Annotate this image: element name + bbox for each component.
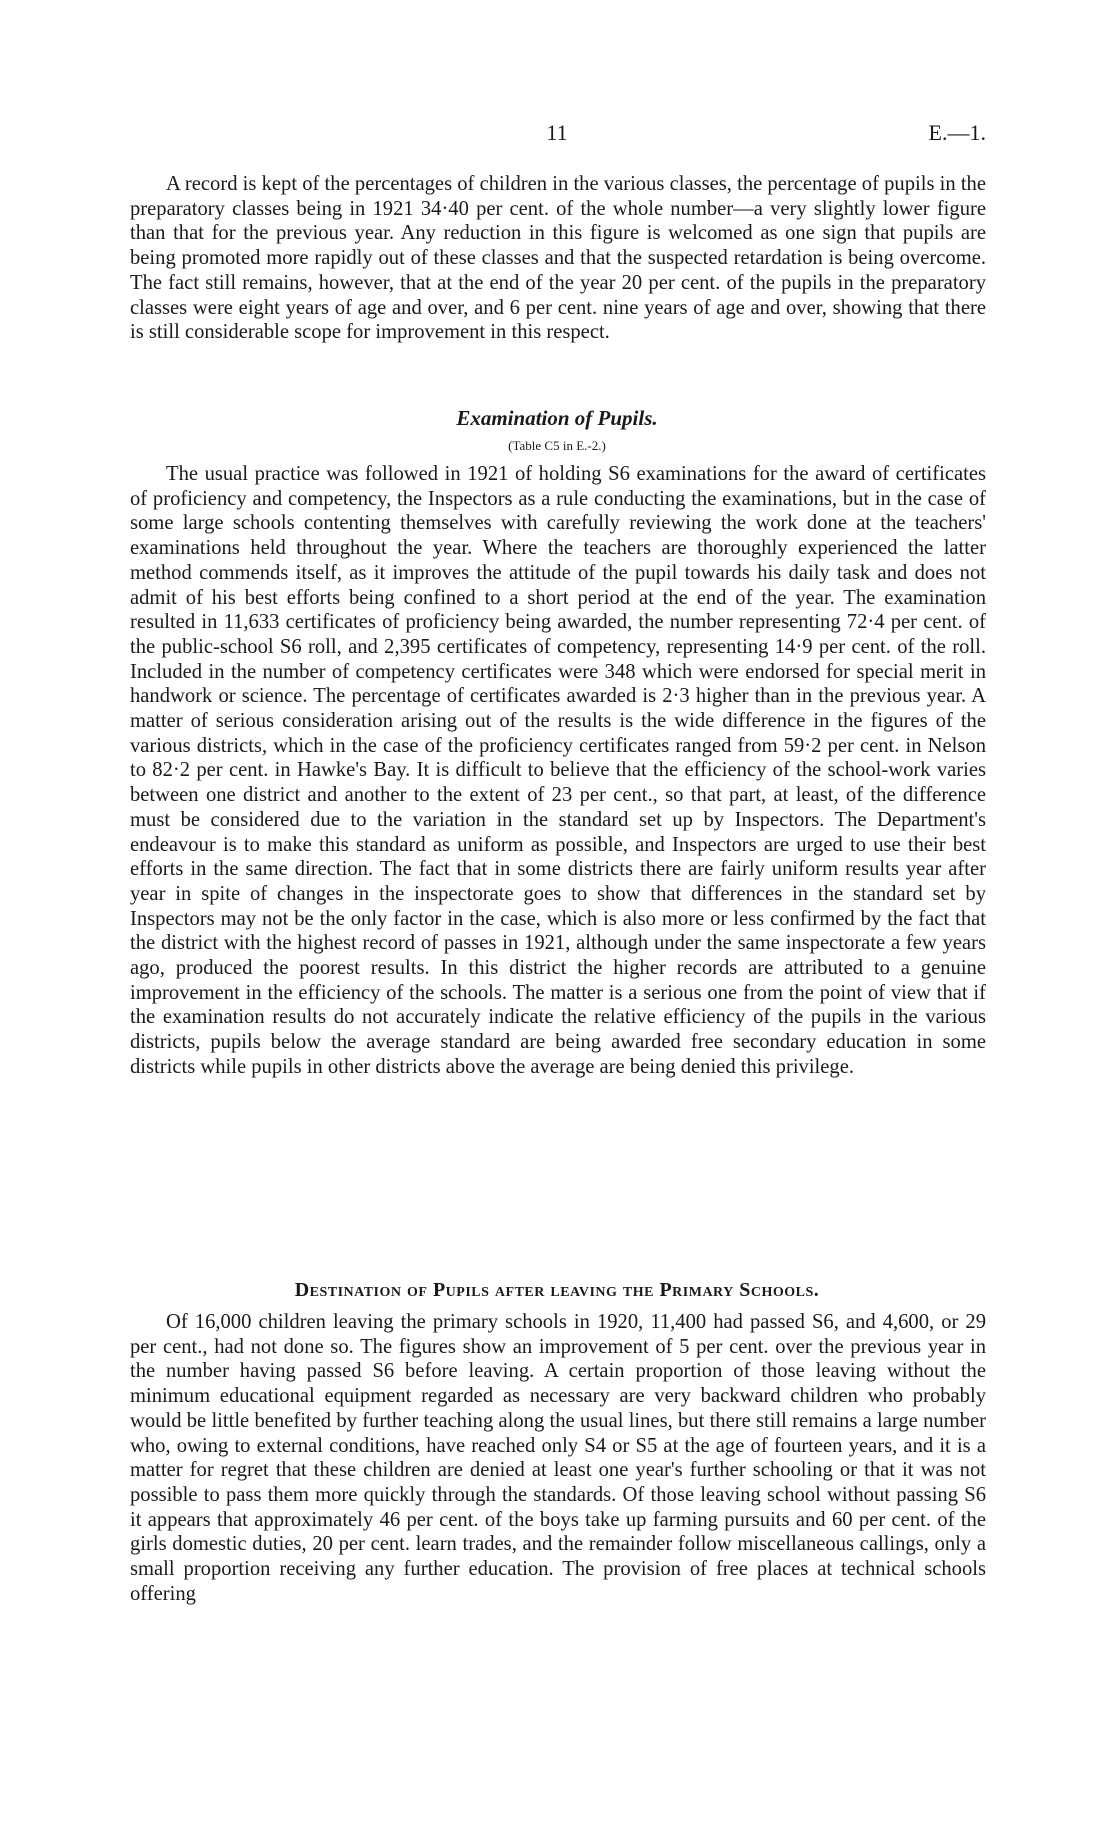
- paragraph-destination: Of 16,000 children leaving the primary schools in 1920, 11,400 had passed S6, and 4,600, or 29 per cent., had not done so. The figures show an improvement of 5 per cent. over the previous year in the number having passed S6 before leaving. A certain proportion of those leaving without the minimum educational equipment regarded as necessary are very backward children who probably would be little benefited by further teaching along the usual lines, but there still remains a large number who, owing to external conditions, have reached only S4 or S5 at the age of fourteen years, and it is a matter for regret that these children are denied at least one year's further schooling or that it was not possible to pass them more quickly through the standards. Of those leaving school without passing S6 it appears that approximately 46 per cent. of the boys take up farming pursuits and 60 per cent. of the girls domestic duties, 20 per cent. learn trades, and the remainder follow miscellaneous callings, only a small proportion receiving any further education. The provision of free places at technical schools offering: [130, 1311, 986, 1605]
- table-reference-note: (Table C5 in E.-2.): [508, 438, 606, 453]
- paragraph-preparatory-classes: A record is kept of the percentages of children in the various classes, the percentage of pupils in the preparatory classes being in 1921 34·40 per cent. of the whole number—a very slightly lower figure than that for the previous year. Any reduction in this figure is welcomed as one sign that pupils are being promoted more rapidly out of these classes and that the suspected retardation is being overcome. The fact still remains, however, that at the end of the year 20 per cent. of the pupils in the preparatory classes were eight years of age and over, and 6 per cent. nine years of age and over, showing that there is still considerable scope for improvement in this respect.: [130, 173, 986, 344]
- document-reference: E.—1.: [928, 120, 986, 145]
- page-number: 11: [546, 120, 568, 145]
- paragraph-examination: The usual practice was followed in 1921 of holding S6 examinations for the award of certificates of proficiency and competency, the Inspectors as a rule conducting the examinations, but in the case of some large schools contenting themselves with carefully reviewing the work done at the teachers' examinations held throughout the year. Where the teachers are thoroughly experienced the latter method commends itself, as it improves the attitude of the pupil towards his daily task and does not admit of his best efforts being confined to a short period at the end of the year. The examination resulted in 11,633 certificates of proficiency being awarded, the number representing 72·4 per cent. of the public-school S6 roll, and 2,395 certificates of competency, representing 14·9 per cent. of the roll. Included in the number of competency certificates were 348 which were endorsed for special merit in handwork or science. The percentage of certificates awarded is 2·3 higher than in the previous year. A matter of serious consideration arising out of the results is the wide difference in the figures of the various districts, which in the case of the proficiency certificates ranged from 59·2 per cent. in Nelson to 82·2 per cent. in Hawke's Bay. It is difficult to believe that the efficiency of the school-work varies between one district and another to the extent of 23 per cent., so that part, at least, of the difference must be considered due to the variation in the standard set up by Inspectors. The Department's endeavour is to make this standard as uniform as possible, and Inspectors are urged to use their best efforts in the same direction. The fact that in some districts there are fairly uniform results year after year in spite of changes in the inspectorate goes to show that differences in the standard set by Inspectors may not be the only factor in the case, which is also more or less confirmed by the fact that the district with the highest record of passes in 1921, although under the same inspectorate a few years ago, produced the poorest results. In this district the higher records are attributed to a genuine improvement in the efficiency of the schools. The matter is a serious one from the point of view that if the examination results do not accurately indicate the relative efficiency of the pupils in the various districts, pupils below the average standard are being awarded free secondary education in some districts while pupils in other districts above the average are being denied this privilege.: [130, 463, 986, 1078]
- section-heading-examination: Examination of Pupils.: [456, 406, 658, 430]
- section-heading-destination: Destination of Pupils after leaving the Primary Schools.: [294, 1279, 820, 1301]
